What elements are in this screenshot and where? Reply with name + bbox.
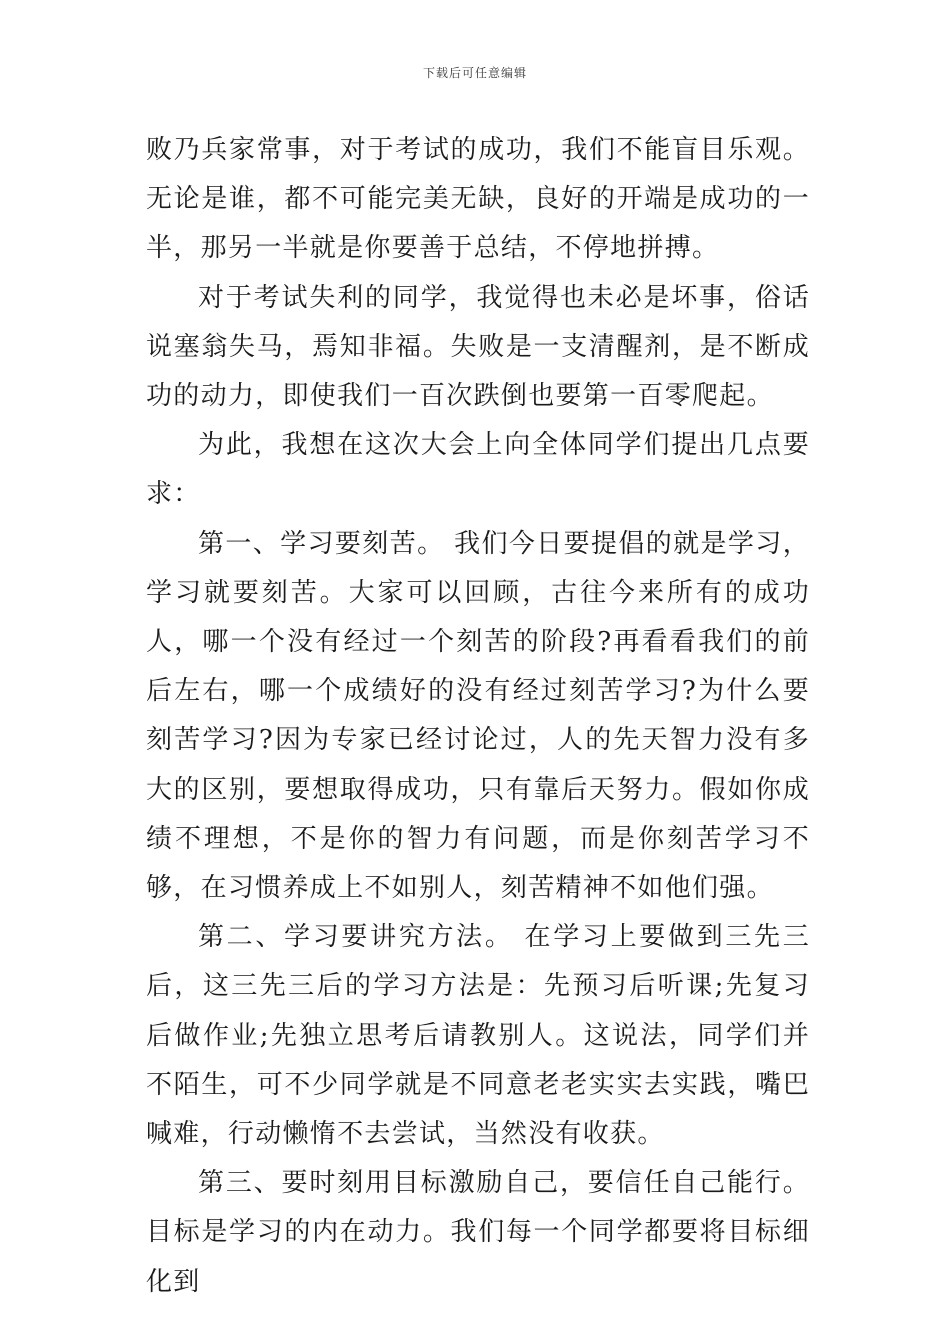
paragraph: 对于考试失利的同学，我觉得也未必是坏事，俗话说塞翁失马，焉知非福。失败是一支清醒剂，是不断成功的动力，即使我们一百次跌倒也要第一百零爬起。 xyxy=(146,282,810,412)
paragraph: 第一、学习要刻苦。 我们今日要提倡的就是学习，学习就要刻苦。大家可以回顾，古往今来所有的成功人，哪一个没有经过一个刻苦的阶段?再看看我们的前后左右，哪一个成绩好的没有经过刻苦学习?为什么要刻苦学习?因为专家已经讨论过，人的先天智力没有多大的区别，要想取得成功，只有靠后天努力。假如你成绩不理想，不是你的智力有问题，而是你刻苦学习不够，在习惯养成上不如别人，刻苦精神不如他们强。 xyxy=(146,528,810,904)
header-note: 下载后可任意编辑 xyxy=(422,66,527,80)
paragraph: 第二、学习要讲究方法。 在学习上要做到三先三后，这三先三后的学习方法是：先预习后听课;先复习后做作业;先独立思考后请教别人。这说法，同学们并不陌生，可不少同学就是不同意老老实实去实践，嘴巴喊难，行动懒惰不去尝试，当然没有收获。 xyxy=(146,922,810,1150)
paragraph: 第三、要时刻用目标激励自己，要信任自己能行。 目标是学习的内在动力。我们每一个同学都要将目标细化到 xyxy=(146,1168,810,1297)
paragraph: 为此，我想在这次大会上向全体同学们提出几点要求： xyxy=(146,430,810,510)
body-text xyxy=(146,126,810,1307)
paragraph: 败乃兵家常事，对于考试的成功，我们不能盲目乐观。无论是谁，都不可能完美无缺，良好的开端是成功的一半，那另一半就是你要善于总结，不停地拼搏。 xyxy=(146,135,810,264)
